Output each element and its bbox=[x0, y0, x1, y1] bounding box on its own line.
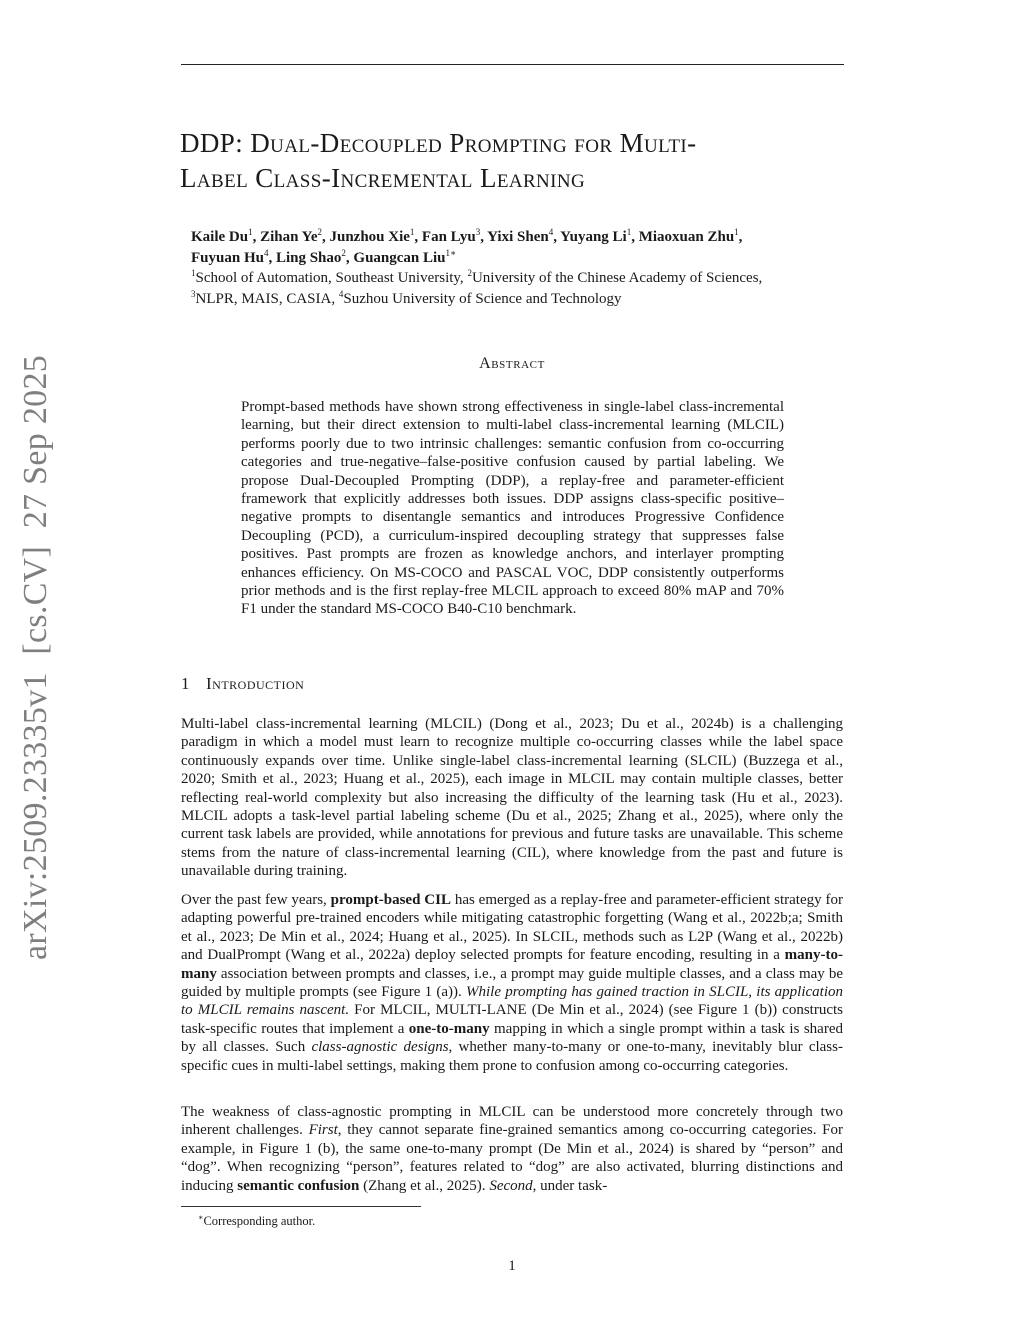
text-run: association between prompts and classes, i.e., a prompt may guide multiple classes, and a class may be guided by multiple prompts (see Figure 1 (a)). bbox=[181, 965, 843, 1001]
author-affil-mark: 4 bbox=[548, 227, 554, 237]
bold-term: one-to-many bbox=[408, 1020, 490, 1037]
author-separator: , bbox=[738, 229, 743, 245]
affiliation-text: NLPR, MAIS, CASIA, bbox=[195, 291, 339, 307]
text-run: , under task- bbox=[532, 1177, 608, 1194]
intro-paragraph-1: Multi-label class-incremental learning (MLCIL) (Dong et al., 2023; Du et al., 2024b) is a challenging paradigm in which a model must learn to recognize multiple co-occurring classes while the label space continuously expands over time. Unlike single-label class-incremental learning (SLCIL) (Buzzega et al., 2020; Smith et al., 2023; Huang et al., 2025), each image in MLCIL may contain multiple classes, better reflecting real-world complexity but also increasing the difficulty of the learning task (Hu et al., 2023). MLCIL adopts a task-level partial labeling scheme (Du et al., 2025; Zhang et al., 2025), where only the current task labels are provided, while annotations for previous and future tasks are unavailable. This scheme stems from the nature of class-incremental learning (CIL), where knowledge from the past and future is unavailable during training. bbox=[181, 716, 843, 880]
author-name: Junzhou Xie bbox=[329, 229, 410, 245]
author-name: Guangcan Liu bbox=[353, 250, 446, 266]
author-list bbox=[191, 227, 851, 269]
author-name: Kaile Du bbox=[191, 229, 249, 245]
footnote-text: Corresponding author. bbox=[203, 1214, 316, 1229]
author-line-1 bbox=[191, 229, 742, 245]
italic-term: class-agnostic designs bbox=[311, 1039, 449, 1056]
author-name: Yuyang Li bbox=[560, 229, 627, 245]
author-line-2 bbox=[191, 250, 456, 266]
author-separator: , bbox=[480, 229, 488, 245]
author-name: Yixi Shen bbox=[487, 229, 549, 245]
author-separator: , bbox=[345, 250, 354, 266]
page-number: 1 bbox=[508, 1258, 516, 1274]
author-name: Miaoxuan Zhu bbox=[638, 229, 735, 245]
text-run: Over the past few years, bbox=[181, 892, 331, 908]
italic-term: Second bbox=[489, 1177, 533, 1194]
text-run: The weakness of class-agnostic prompting in MLCIL can be understood more concretely through two inherent challenges. bbox=[181, 1104, 843, 1139]
author-name: Ling Shao bbox=[275, 250, 342, 266]
author-affil-mark: 3 bbox=[475, 227, 481, 237]
bold-term: many-to-many bbox=[181, 947, 843, 982]
author-separator: , bbox=[553, 229, 561, 245]
author-affil-mark: 1 bbox=[734, 227, 739, 237]
author-name: Fuyuan Hu bbox=[191, 250, 264, 266]
text-run: has emerged as a replay-free and parameter-efficient strategy for adapting powerful pre-trained encoders while mitigating catastrophic forgetting (Wang et al., 2022b;a; Smith et al., 2023; De Min et al., 2024; Huang et al., 2025). In SLCIL, methods such as L2P (Wang et al., 2022b) and DualPrompt (Wang et al., 2022a) deploy selected prompts for feature encoding, resulting in a bbox=[181, 892, 843, 964]
text-run: , they cannot separate fine-grained semantics among co-occurring categories. For example, in Figure 1 (b), the same one-to-many prompt (De Min et al., 2024) is shared by “person” and “dog”. When recognizing “person”, features related to “dog” are also activated, blurring distinctions and inducing bbox=[181, 1122, 843, 1194]
author-separator: , bbox=[268, 250, 276, 266]
author-affil-mark: 1 bbox=[626, 227, 632, 237]
affiliation-mark: 3 bbox=[191, 289, 196, 299]
text-run: (Zhang et al., 2025). bbox=[359, 1177, 490, 1194]
top-rule bbox=[181, 64, 844, 65]
author-affil-mark: 4 bbox=[263, 248, 269, 258]
intro-paragraph-2 bbox=[181, 891, 843, 1075]
intro-paragraph-3 bbox=[181, 1103, 843, 1195]
author-name: Zihan Ye bbox=[260, 229, 318, 245]
abstract-heading: Abstract bbox=[479, 355, 545, 372]
footnote-mark: ∗ bbox=[198, 1213, 204, 1222]
bold-term: semantic confusion bbox=[237, 1177, 360, 1194]
footnote-corresponding-author bbox=[198, 1210, 315, 1229]
author-affil-mark: 2 bbox=[317, 227, 322, 237]
author-separator: , bbox=[414, 229, 422, 245]
title-line-1: DDP: Dual-Decoupled Prompting for Multi- bbox=[180, 128, 697, 158]
affiliation-mark: 2 bbox=[467, 268, 472, 278]
italic-term: First bbox=[308, 1122, 338, 1139]
italic-sentence: While prompting has gained traction in SLCIL, its application to MLCIL remains nascent. bbox=[181, 984, 843, 1019]
affiliation-mark: 4 bbox=[338, 289, 344, 299]
abstract-text: Prompt-based methods have shown strong effectiveness in single-label class-incremental learning, but their direct extension to multi-label class-incremental learning (MLCIL) performs poorly due to two intrinsic challenges: semantic confusion from co-occurring categories and true-negative–false-positive confusion caused by partial labeling. We propose Dual-Decoupled Prompting (DDP), a replay-free and parameter-efficient framework that explicitly addresses both issues. DDP assigns class-specific positive–negative prompts to disentangle semantics and introduces Progressive Confidence Decoupling (PCD), a curriculum-inspired decoupling strategy that suppresses false positives. Past prompts are frozen as knowledge anchors, and interlayer prompting enhances efficiency. On MS-COCO and PASCAL VOC, DDP consistently outperforms prior methods and is the first replay-free MLCIL approach to exceed 80% mAP and 70% F1 under the standard MS-COCO B40-C10 benchmark. bbox=[241, 399, 784, 618]
bold-term: prompt-based CIL bbox=[330, 892, 451, 908]
arxiv-identifier-stamp: arXiv:2509.23335v1 [cs.CV] 27 Sep 2025 bbox=[17, 354, 54, 960]
author-affil-mark: 1∗ bbox=[445, 248, 457, 258]
affiliation-text: School of Automation, Southeast University, bbox=[195, 270, 468, 286]
author-affil-mark: 2 bbox=[341, 248, 346, 258]
affiliation-text: Suzhou University of Science and Technology bbox=[343, 291, 622, 307]
section-number: 1 bbox=[181, 674, 190, 693]
footnote-rule bbox=[181, 1206, 421, 1207]
author-separator: , bbox=[631, 229, 639, 245]
author-affil-mark: 1 bbox=[248, 227, 253, 237]
paper-title bbox=[180, 126, 850, 196]
section-heading-introduction bbox=[181, 674, 304, 694]
text-run: mapping in which a single prompt within a task is shared by all classes. Such bbox=[181, 1020, 843, 1056]
text-run: , whether many-to-many or one-to-many, inevitably blur class-specific cues in multi-label settings, making them prone to confusion among co-occurring categories. bbox=[181, 1039, 843, 1074]
author-affil-mark: 1 bbox=[409, 227, 415, 237]
affiliation-text: University of the Chinese Academy of Sciences, bbox=[471, 270, 763, 286]
affiliation-list bbox=[191, 268, 851, 310]
affiliation-mark: 1 bbox=[191, 268, 196, 278]
affiliation-line-2 bbox=[191, 291, 622, 307]
title-line-2: Label Class-Incremental Learning bbox=[180, 163, 586, 193]
text-run: For MLCIL, MULTI-LANE (De Min et al., 2024) (see Figure 1 (b)) constructs task-specific routes that implement a bbox=[181, 1002, 843, 1037]
affiliation-line-1 bbox=[191, 270, 762, 286]
author-name: Fan Lyu bbox=[421, 229, 476, 245]
author-separator: , bbox=[252, 229, 261, 245]
section-title: Introduction bbox=[206, 674, 305, 693]
author-separator: , bbox=[321, 229, 330, 245]
